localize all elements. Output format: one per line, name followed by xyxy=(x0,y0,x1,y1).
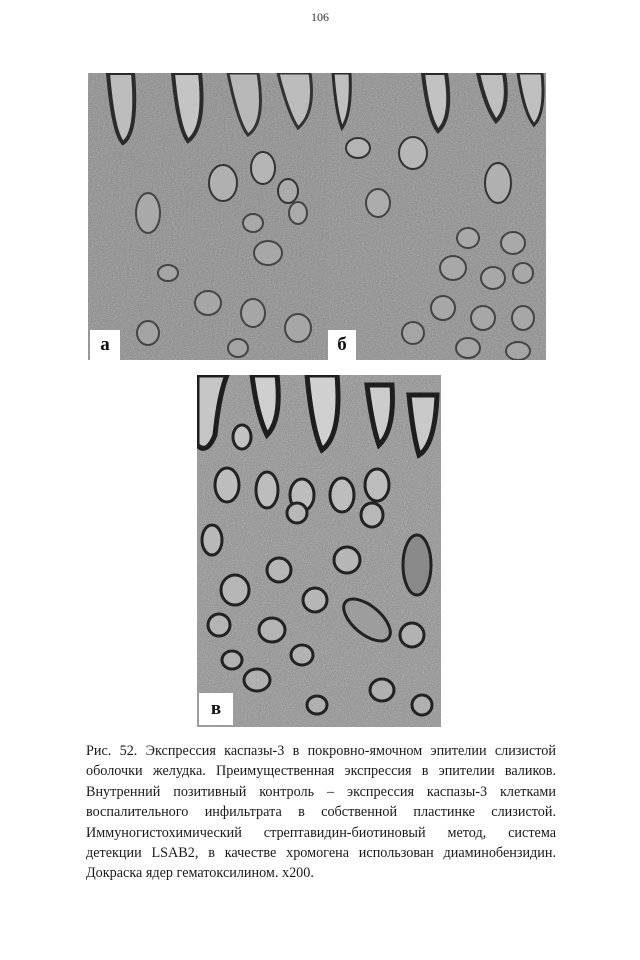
page-number: 106 xyxy=(311,10,329,24)
micrograph-panel-a xyxy=(88,73,328,360)
micrograph-gastric-mucosa-image xyxy=(328,73,546,360)
figure-caption: Рис. 52. Экспрессия каспазы-3 в покровно-ямочном эпителии слизистой оболочки желудка. Преимущественная экспрессия в эпителии валиков. Внутренний позитивный контроль – экспрессия каспазы-3 клетками воспалительного инфильтрата в собственной пластинке слизистой. Иммуногистохимический стрептавидин-биотиновый метод, система детекции LSAB2, в качестве хромогена использован диаминобензидин. Докраска ядер гематоксилином. х200. xyxy=(86,743,556,882)
panel-label: в xyxy=(199,693,233,725)
micrograph-gastric-mucosa-image xyxy=(197,375,441,727)
micrograph-panel-c xyxy=(197,375,441,727)
micrograph-gastric-mucosa-image xyxy=(88,73,328,360)
panel-label: а xyxy=(90,330,120,360)
micrograph-panel-b xyxy=(328,73,546,360)
panel-label: б xyxy=(328,330,356,360)
